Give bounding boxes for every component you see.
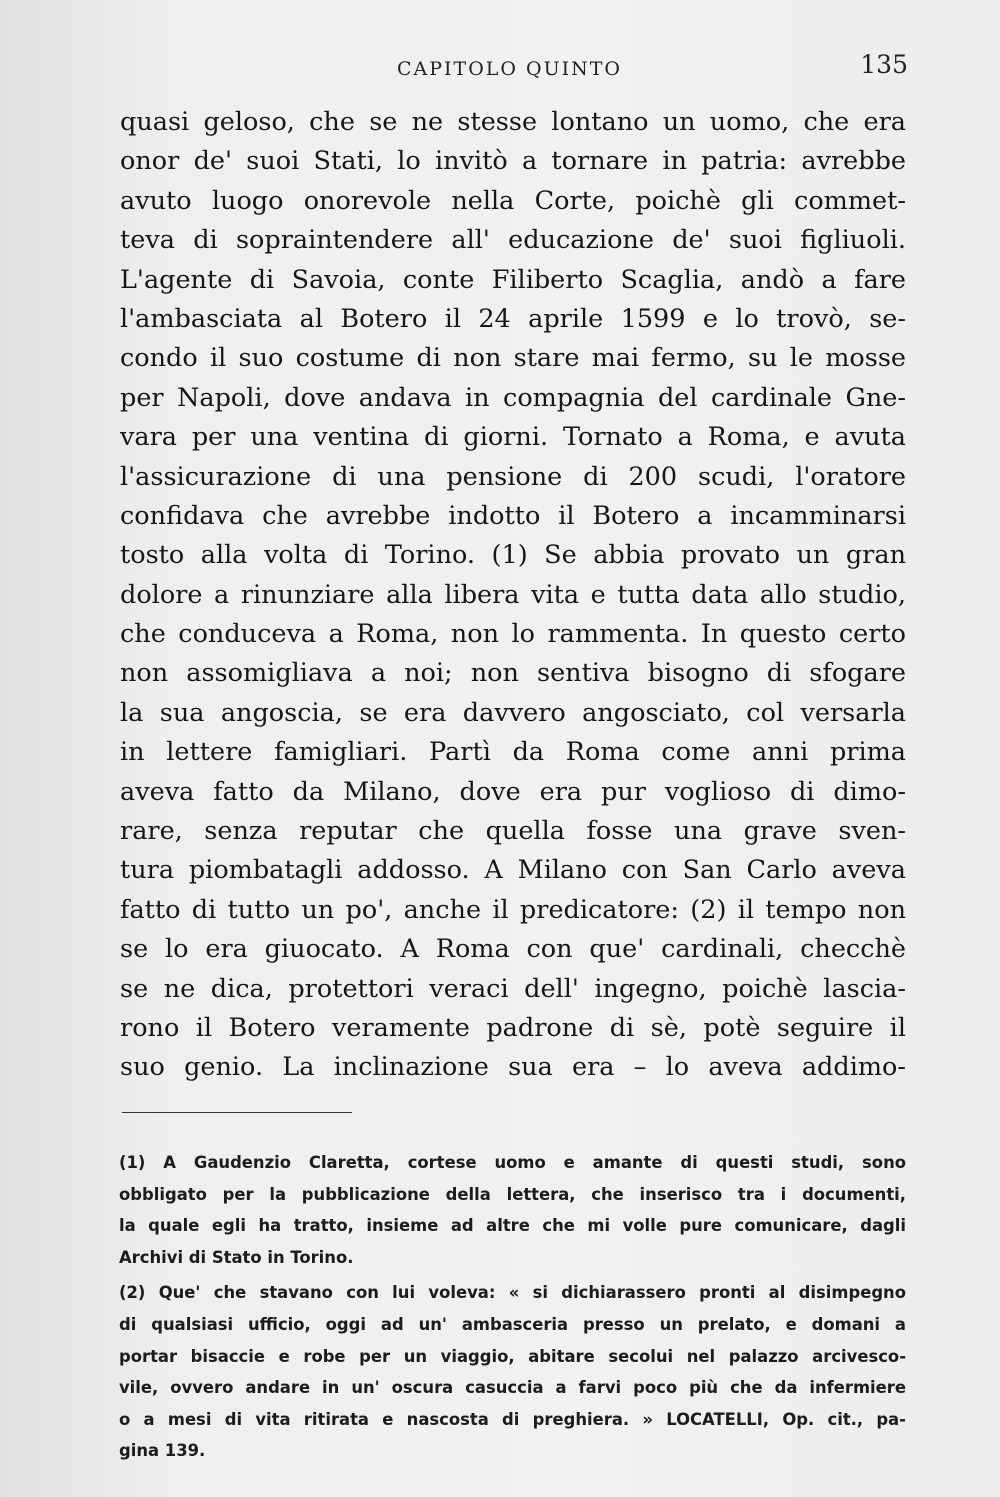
footnote-1 — [119, 1147, 906, 1273]
text-line: onor de' suoi Stati, lo invitò a tornare in patria: avrebbe — [120, 146, 906, 177]
text-line: tosto alla volta di Torino. (1) Se abbia provato un gran — [120, 540, 906, 571]
text-line: fatto di tutto un po', anche il predicatore: (2) il tempo non — [120, 894, 906, 925]
footnote-divider — [122, 1112, 352, 1113]
text-line: aveva fatto da Milano, dove era pur voglioso di dimo- — [120, 776, 906, 807]
footnote-2 — [119, 1277, 906, 1467]
footnote-line: la quale egli ha tratto, insieme ad altre che mi volle pure comunicare, dagli — [119, 1216, 906, 1236]
text-line: che conduceva a Roma, non lo rammenta. In questo certo — [120, 619, 906, 650]
text-line: quasi geloso, che se ne stesse lontano un uomo, che era — [120, 107, 906, 137]
footnote-line: (2) Que' che stavano con lui voleva: « si dichiarassero pronti al disimpegno — [119, 1283, 906, 1303]
text-line: teva di sopraintendere all' educazione de' suoi figliuoli. — [120, 225, 906, 256]
text-line: L'agente di Savoia, conte Filiberto Scaglia, andò a fare — [120, 264, 906, 295]
text-line: suo genio. La inclinazione sua era – lo aveva addimo- — [120, 1052, 906, 1083]
text-line: confidava che avrebbe indotto il Botero a incamminarsi — [120, 500, 906, 531]
text-line: condo il suo costume di non stare mai fermo, su le mosse — [120, 343, 906, 374]
running-head — [110, 48, 910, 88]
body-text — [120, 103, 906, 1088]
footnote-line: Archivi di Stato in Torino. — [119, 1247, 354, 1267]
text-line: rare, senza reputar che quella fosse una grave sven- — [120, 816, 906, 847]
footnotes — [119, 1147, 906, 1467]
footnote-line: vile, ovvero andare in un' oscura casuccia a farvi poco più che da infermiere — [119, 1378, 906, 1398]
footnote-line: portar bisaccie e robe per un viaggio, abitare secolui nel palazzo arcivesco- — [119, 1346, 906, 1366]
text-line: avuto luogo onorevole nella Corte, poichè gli commet- — [120, 185, 906, 216]
text-line: se ne dica, protettori veraci dell' ingegno, poichè lascia- — [120, 973, 906, 1004]
footnote-line: gina 139. — [119, 1441, 206, 1461]
footnote-line: (1) A Gaudenzio Claretta, cortese uomo e amante di questi studi, sono — [119, 1153, 906, 1172]
footnote-line: o a mesi di vita ritirata e nascosta di preghiera. » LOCATELLI, Op. cit., pa- — [119, 1409, 906, 1429]
text-line: la sua angoscia, se era davvero angosciato, col versarla — [120, 697, 906, 728]
page-number: 135 — [860, 50, 908, 79]
text-line: tura piombatagli addosso. A Milano con San Carlo aveva — [120, 855, 906, 886]
text-line: rono il Botero veramente padrone di sè, potè seguire il — [120, 1012, 906, 1043]
text-line: se lo era giuocato. A Roma con que' cardinali, checchè — [120, 934, 906, 965]
footnote-line: di qualsiasi ufficio, oggi ad un' ambasceria presso un prelato, e domani a — [119, 1314, 906, 1334]
chapter-title: CAPITOLO QUINTO — [397, 58, 623, 80]
footnote-line: obbligato per la pubblicazione della lettera, che inserisco tra i documenti, — [119, 1184, 906, 1204]
text-line: vara per una ventina di giorni. Tornato a Roma, e avuta — [120, 422, 906, 453]
text-line: non assomigliava a noi; non sentiva bisogno di sfogare — [120, 658, 906, 689]
text-line: l'assicurazione di una pensione di 200 scudi, l'oratore — [120, 461, 906, 492]
text-line: dolore a rinunziare alla libera vita e tutta data allo studio, — [120, 579, 906, 610]
text-line: per Napoli, dove andava in compagnia del cardinale Gne- — [120, 382, 906, 413]
text-line: l'ambasciata al Botero il 24 aprile 1599 e lo trovò, se- — [120, 303, 906, 334]
text-line: in lettere famigliari. Partì da Roma come anni prima — [120, 737, 906, 768]
